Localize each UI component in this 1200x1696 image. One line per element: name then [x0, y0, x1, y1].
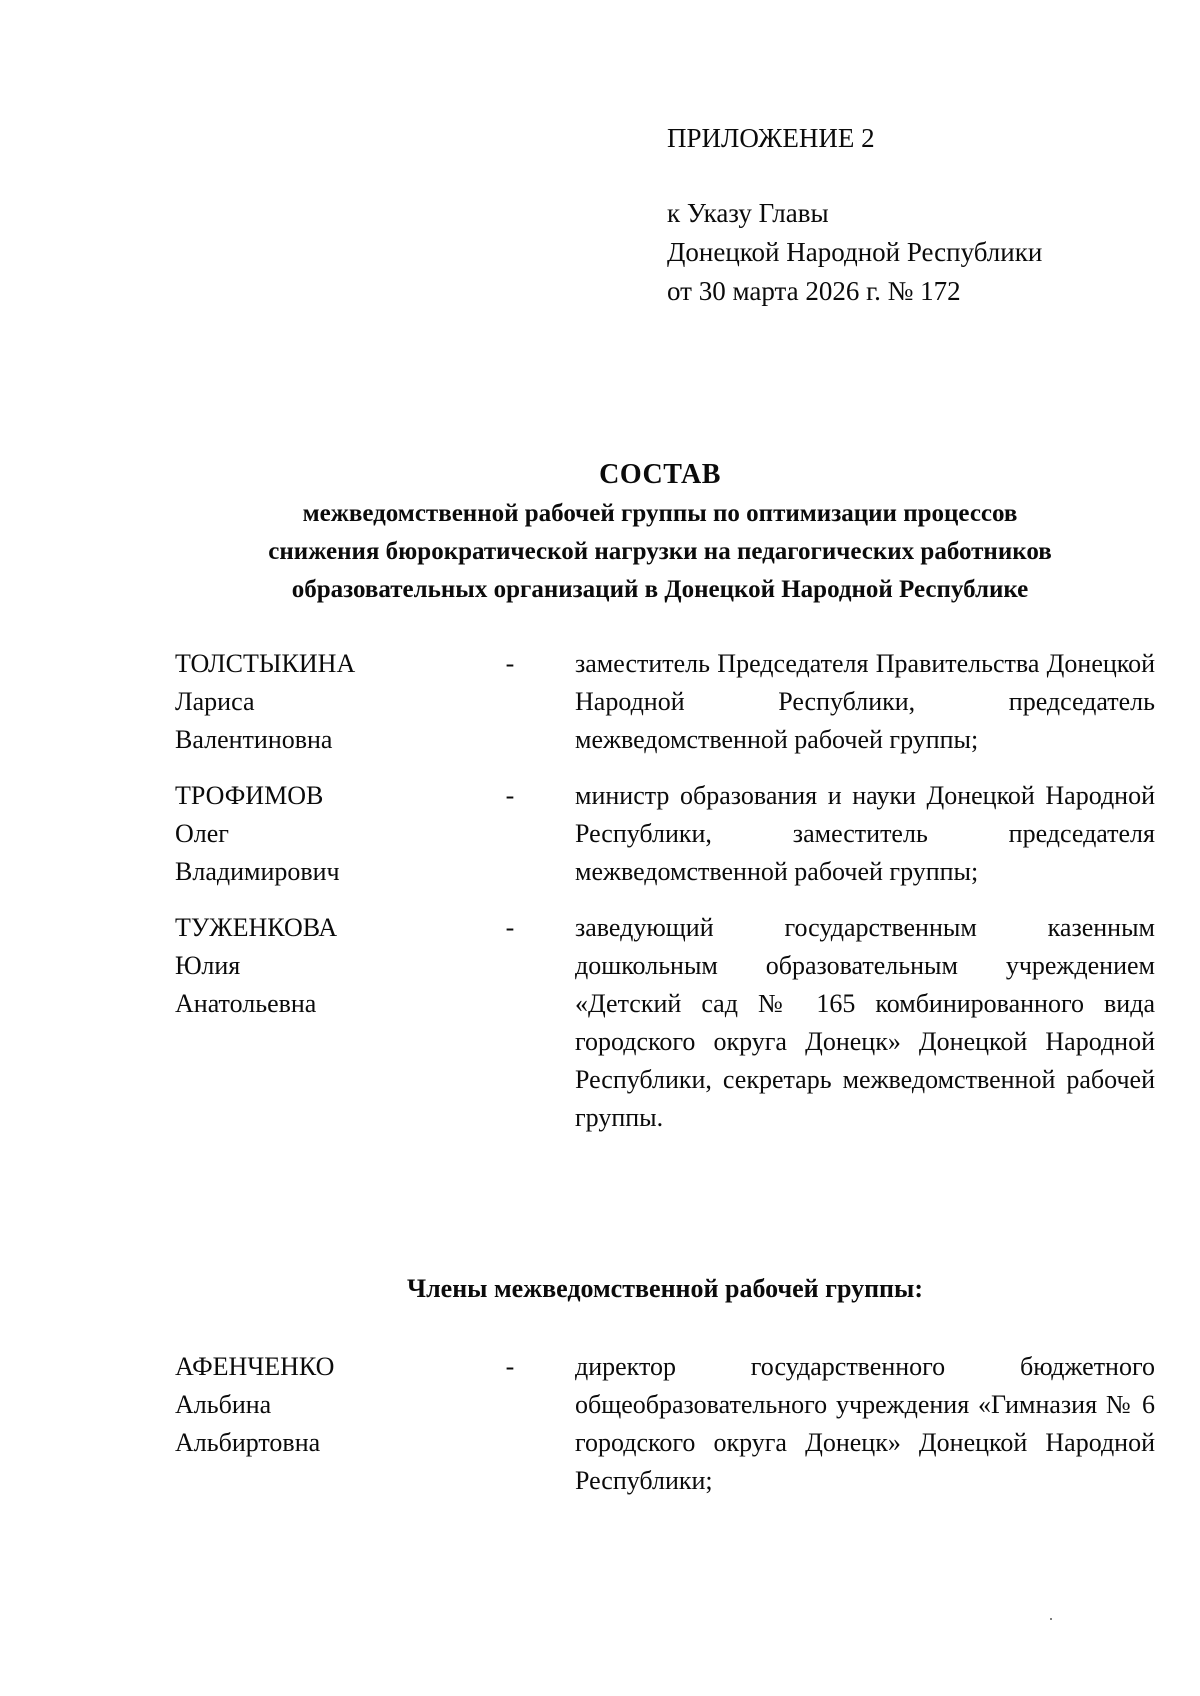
members-section-heading: Члены межведомственной рабочей группы: — [406, 1274, 923, 1303]
member-first-name: Альбина — [175, 1390, 272, 1419]
member-entry — [175, 909, 1155, 1137]
appendix-title: ПРИЛОЖЕНИЕ 2 — [667, 123, 875, 153]
member-first-name: Лариса — [175, 687, 255, 716]
member-entry — [175, 1348, 1155, 1500]
heading-subtitle-line-2: снижения бюрократической нагрузки на педагогических работников — [268, 538, 1052, 565]
member-name — [175, 909, 475, 1023]
document-heading — [160, 455, 1160, 609]
member-name — [175, 645, 475, 759]
member-surname: ТОЛСТЫКИНА — [175, 649, 356, 678]
decree-line-3: от 30 марта 2026 г. № 172 — [667, 276, 961, 306]
member-role: заместитель Председателя Правительства Донецкой Народной Республики, председатель межведомственной рабочей группы; — [575, 649, 1155, 754]
decree-line-2: Донецкой Народной Республики — [667, 237, 1043, 267]
member-name — [175, 1348, 475, 1462]
member-entry — [175, 645, 1155, 759]
member-role: заведующий государственным казенным дошкольным образовательным учреждением «Детский сад № 165 комбинированного вида городского округа Донецк» Донецкой Народной Республики, секретарь межведомственной рабочей группы. — [575, 913, 1155, 1132]
member-patronymic: Владимирович — [175, 857, 340, 886]
appendix-block — [667, 122, 1147, 311]
members-list — [175, 1348, 1155, 1500]
heading-subtitle-line-1: межведомственной рабочей группы по оптимизации процессов — [302, 500, 1018, 527]
heading-title: СОСТАВ — [599, 459, 721, 490]
heading-subtitle-line-3: образовательных организаций в Донецкой Народной Республике — [291, 576, 1029, 603]
member-first-name: Олег — [175, 819, 229, 848]
scan-artifact — [1050, 1618, 1052, 1620]
member-first-name: Юлия — [175, 951, 241, 980]
member-dash: - — [505, 649, 515, 678]
member-role: министр образования и науки Донецкой Народной Республики, заместитель председателя межведомственной рабочей группы; — [575, 781, 1155, 886]
member-entry — [175, 777, 1155, 891]
member-dash: - — [505, 913, 515, 942]
decree-reference — [667, 194, 1147, 311]
decree-line-1: к Указу Главы — [667, 198, 829, 228]
member-role: директор государственного бюджетного общеобразовательного учреждения «Гимназия № 6 городского округа Донецк» Донецкой Народной Республики; — [575, 1352, 1155, 1495]
heading-subtitle — [160, 495, 1160, 609]
member-surname: АФЕНЧЕНКО — [175, 1352, 335, 1381]
member-patronymic: Анатольевна — [175, 989, 317, 1018]
member-patronymic: Альбиртовна — [175, 1428, 321, 1457]
member-dash: - — [505, 1352, 515, 1381]
member-patronymic: Валентиновна — [175, 725, 333, 754]
member-surname: ТУЖЕНКОВА — [175, 913, 338, 942]
member-surname: ТРОФИМОВ — [175, 781, 324, 810]
member-name — [175, 777, 475, 891]
leadership-list — [175, 645, 1155, 1137]
member-dash: - — [505, 781, 515, 810]
